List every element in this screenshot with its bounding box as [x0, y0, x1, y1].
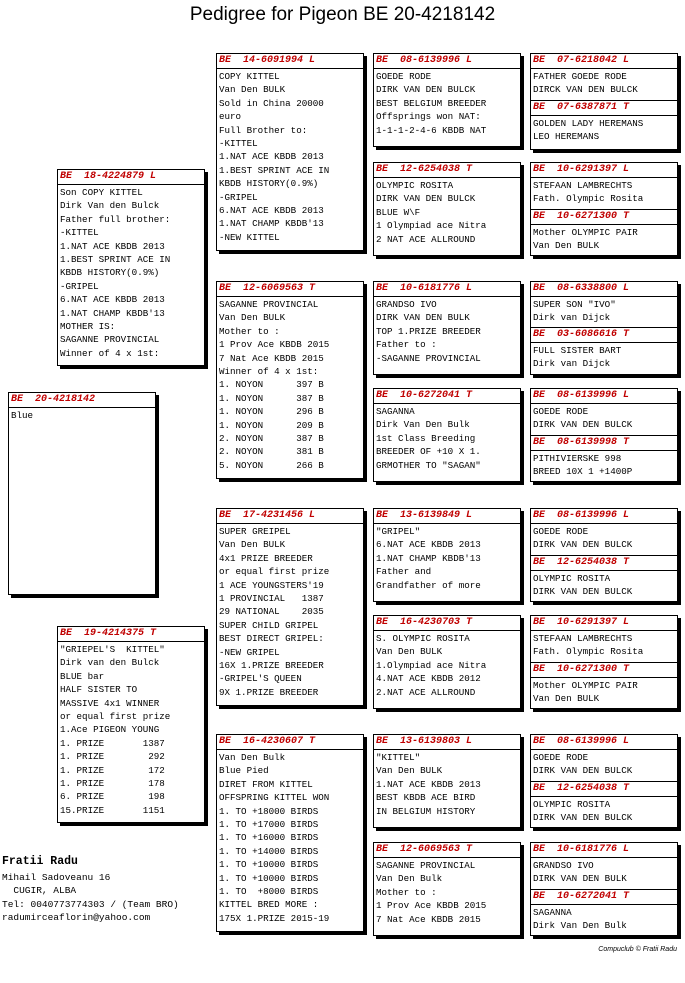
- note-line: or equal first prize: [60, 711, 171, 723]
- note-line: FULL SISTER BART: [533, 345, 622, 356]
- note-line: 1. TO +17000 BIRDS: [219, 819, 319, 831]
- pigeon-card-gen4-1: [531, 54, 677, 97]
- note-line: Sold in China 20000: [219, 97, 324, 109]
- note-line: Van Den BULK: [533, 240, 600, 252]
- note-line: 1 Olympiad ace Nitra: [376, 220, 487, 232]
- pigeon-notes: [374, 297, 520, 365]
- note-line: 1 Prov Ace KBDB 2015: [219, 339, 330, 351]
- pigeon-card-gen2-4: [216, 734, 364, 932]
- ring-number: BE 10-6271300 T: [531, 663, 677, 678]
- ring-number: BE 18-4224879 L: [58, 170, 204, 185]
- ring-number: BE 08-6139996 L: [374, 54, 520, 69]
- ring-number: BE 08-6139998 T: [531, 436, 677, 451]
- ring-number: BE 10-6181776 L: [531, 843, 677, 858]
- pigeon-notes: [531, 571, 677, 599]
- pigeon-pair-gen4-4: [530, 388, 678, 482]
- ring-number: BE 10-6291397 L: [531, 616, 677, 631]
- pigeon-card-gen3-8: [373, 842, 521, 936]
- pigeon-notes: [58, 642, 204, 817]
- pigeon-notes: [374, 404, 520, 472]
- note-line: DIRK VAN DEN BULCK: [533, 419, 633, 431]
- note-line: Dirk Van Den Bulk: [533, 920, 627, 932]
- note-line: 1-1-1-2-4-6 KBDB NAT: [376, 124, 487, 136]
- breeder-address: Mihail Sadoveanu 16: [2, 871, 111, 883]
- note-line: Van Den Bulk: [219, 752, 286, 763]
- pigeon-card-gen4-6: [531, 328, 677, 371]
- pigeon-card-gen3-6: [373, 615, 521, 709]
- note-line: 6.NAT ACE KBDB 2013: [60, 294, 165, 306]
- note-line: -KITTEL: [219, 138, 258, 150]
- note-line: euro: [219, 111, 242, 123]
- pigeon-notes: [374, 750, 520, 818]
- pigeon-notes: [9, 408, 155, 422]
- note-line: Van Den BULK: [219, 84, 286, 96]
- note-line: -GRIPEL'S QUEEN: [219, 673, 302, 685]
- pigeon-card-gen3-2: [373, 162, 521, 256]
- note-line: 1. TO +14000 BIRDS: [219, 845, 319, 857]
- ring-number: BE 16-4230703 T: [374, 616, 520, 631]
- pigeon-notes: [531, 69, 677, 97]
- note-line: 1.NAT CHAMP KBDB'13: [376, 552, 481, 564]
- pigeon-card-gen4-7: [531, 389, 677, 432]
- pigeon-notes: [374, 69, 520, 137]
- pigeon-pair-gen4-3: [530, 281, 678, 375]
- note-line: GOEDE RODE: [533, 406, 589, 417]
- pigeon-card-gen4-9: [531, 509, 677, 552]
- note-line: Father to :: [376, 339, 437, 351]
- ring-number: BE 08-6139996 L: [531, 735, 677, 750]
- note-line: 1. TO +16000 BIRDS: [219, 832, 319, 844]
- note-line: Van Den BULK: [376, 765, 443, 777]
- note-line: 6.NAT ACE KBDB 2013: [219, 205, 324, 217]
- breeder-info: [2, 855, 179, 925]
- note-line: DIRK VAN DEN BULCK: [533, 539, 633, 551]
- note-line: DIRK VAN DEN BULCK: [533, 586, 633, 598]
- note-line: OLYMPIC ROSITA: [533, 573, 611, 584]
- note-line: "GRIPEL": [376, 526, 421, 537]
- note-line: 1 ACE YOUNGSTERS'19: [219, 579, 324, 591]
- pigeon-notes: [531, 858, 677, 886]
- pigeon-card-sire: [57, 169, 205, 366]
- pigeon-notes: [531, 631, 677, 659]
- note-line: "GRIEPEL'S KITTEL": [60, 644, 165, 655]
- pigeon-notes: [58, 185, 204, 360]
- pigeon-pair-gen4-8: [530, 842, 678, 936]
- note-line: DIRCK VAN DEN BULCK: [533, 84, 638, 96]
- note-line: Dirk Van Den Bulk: [376, 419, 470, 431]
- note-line: BEST KBDB ACE BIRD: [376, 792, 476, 804]
- ring-number: BE 12-6254038 T: [531, 782, 677, 797]
- pigeon-notes: [217, 750, 363, 925]
- ring-number: BE 10-6181776 L: [374, 282, 520, 297]
- ring-number: BE 19-4214375 T: [58, 627, 204, 642]
- note-line: BREEDER OF +10 X 1.: [376, 446, 481, 458]
- ring-number: BE 13-6139803 L: [374, 735, 520, 750]
- breeder-email: radumirceaflorin@yahoo.com: [2, 912, 151, 923]
- pigeon-notes: [217, 69, 363, 244]
- note-line: 1st Class Breeding: [376, 432, 476, 444]
- note-line: 1.NAT CHAMP KBDB'13: [219, 218, 324, 230]
- note-line: or equal first prize: [219, 566, 330, 578]
- page-title: Pedigree for Pigeon BE 20-4218142: [189, 4, 496, 25]
- note-line: Van Den BULK: [219, 539, 286, 551]
- note-line: -NEW KITTEL: [219, 231, 280, 243]
- note-line: 1. NOYON 397 B: [219, 379, 324, 391]
- note-line: 1. NOYON 387 B: [219, 392, 324, 404]
- ring-number: BE 07-6387871 T: [531, 101, 677, 116]
- note-line: Full Brother to:: [219, 124, 308, 136]
- note-line: BLUE W\F: [376, 206, 421, 218]
- note-line: 15.PRIZE 1151: [60, 804, 165, 816]
- pigeon-notes: [531, 451, 677, 479]
- note-line: -GRIPEL: [219, 191, 258, 203]
- note-line: 2. NOYON 381 B: [219, 446, 324, 458]
- pigeon-card-gen2-1: [216, 53, 364, 251]
- note-line: STEFAAN LAMBRECHTS: [533, 633, 633, 644]
- note-line: DIRK VAN DEN BULK: [533, 873, 627, 885]
- software-credit: Compuclub © Fratii Radu: [598, 946, 677, 953]
- pigeon-pair-gen4-1: [530, 53, 678, 150]
- note-line: KBDB HISTORY(0.9%): [219, 178, 319, 190]
- note-line: Fath. Olympic Rosita: [533, 193, 644, 205]
- note-line: Son COPY KITTEL: [60, 187, 143, 198]
- note-line: GRANDSO IVO: [376, 299, 437, 310]
- note-line: -KITTEL: [60, 227, 99, 239]
- pigeon-notes: [531, 343, 677, 371]
- note-line: Offsprings won NAT:: [376, 111, 481, 123]
- pigeon-card-gen3-5: [373, 508, 521, 602]
- note-line: 2.NAT ACE ALLROUND: [376, 686, 476, 698]
- pigeon-card-gen4-4: [531, 210, 677, 253]
- note-line: Van Den Bulk: [376, 873, 443, 885]
- note-line: -GRIPEL: [60, 280, 99, 292]
- note-line: GOEDE RODE: [533, 526, 589, 537]
- note-line: Father and: [376, 566, 432, 578]
- note-line: 1.Ace PIGEON YOUNG: [60, 724, 160, 736]
- pigeon-pair-gen4-6: [530, 615, 678, 709]
- pigeon-notes: [374, 178, 520, 246]
- note-line: STEFAAN LAMBRECHTS: [533, 180, 633, 191]
- pigeon-notes: [217, 524, 363, 699]
- note-line: Blue: [11, 410, 34, 421]
- pigeon-notes: [374, 631, 520, 699]
- ring-number: BE 16-4230607 T: [217, 735, 363, 750]
- note-line: Mother to :: [376, 886, 437, 898]
- note-line: 1. PRIZE 172: [60, 764, 165, 776]
- note-line: 1. NOYON 296 B: [219, 406, 324, 418]
- note-line: Mother to :: [219, 325, 280, 337]
- note-line: 1. PRIZE 292: [60, 751, 165, 763]
- note-line: 4x1 PRIZE BREEDER: [219, 552, 313, 564]
- pigeon-card-gen4-8: [531, 436, 677, 479]
- pigeon-notes: [531, 678, 677, 706]
- note-line: 1.NAT ACE KBDB 2013: [219, 151, 324, 163]
- note-line: FATHER GOEDE RODE: [533, 71, 627, 82]
- note-line: 1 Prov Ace KBDB 2015: [376, 900, 487, 912]
- note-line: DIRK VAN DEN BULK: [376, 312, 470, 324]
- pigeon-notes: [374, 524, 520, 592]
- note-line: SAGANNE PROVINCIAL: [219, 299, 319, 310]
- pigeon-card-gen3-4: [373, 388, 521, 482]
- pigeon-notes: [531, 225, 677, 253]
- ring-number: BE 12-6254038 T: [531, 556, 677, 571]
- note-line: 1 PROVINCIAL 1387: [219, 593, 324, 605]
- ring-number: BE 10-6291397 L: [531, 163, 677, 178]
- pigeon-card-gen4-12: [531, 663, 677, 706]
- pigeon-pair-gen4-7: [530, 734, 678, 828]
- pigeon-notes: [531, 178, 677, 206]
- note-line: SUPER CHILD GRIPEL: [219, 619, 319, 631]
- ring-number: BE 17-4231456 L: [217, 509, 363, 524]
- ring-number: BE 03-6086616 T: [531, 328, 677, 343]
- breeder-name: Fratii Radu: [2, 855, 78, 868]
- note-line: GOEDE RODE: [376, 71, 432, 82]
- note-line: 7 Nat Ace KBDB 2015: [219, 352, 324, 364]
- pigeon-card-gen4-13: [531, 735, 677, 778]
- pigeon-notes: [217, 297, 363, 472]
- note-line: "KITTEL": [376, 752, 421, 763]
- note-line: 2. NOYON 387 B: [219, 433, 324, 445]
- note-line: 9X 1.PRIZE BREEDER: [219, 686, 319, 698]
- note-line: BEST DIRECT GRIPEL:: [219, 633, 324, 645]
- pigeon-card-gen3-1: [373, 53, 521, 147]
- note-line: BEST BELGIUM BREEDER: [376, 97, 487, 109]
- pigeon-card-gen3-7: [373, 734, 521, 828]
- note-line: GOLDEN LADY HEREMANS: [533, 118, 644, 129]
- note-line: DIRK VAN DEN BULCK: [376, 193, 476, 205]
- note-line: 1.BEST SPRINT ACE IN: [60, 254, 171, 266]
- note-line: Winner of 4 x 1st:: [60, 347, 160, 359]
- note-line: Mother OLYMPIC PAIR: [533, 680, 638, 691]
- note-line: GRANDSO IVO: [533, 860, 594, 871]
- note-line: 1. PRIZE 1387: [60, 737, 165, 749]
- ring-number: BE 12-6069563 T: [217, 282, 363, 297]
- note-line: OLYMPIC ROSITA: [376, 180, 454, 191]
- note-line: 2 NAT ACE ALLROUND: [376, 233, 476, 245]
- note-line: DIRK VAN DEN BULCK: [376, 84, 476, 96]
- note-line: SAGANNE PROVINCIAL: [60, 334, 160, 346]
- note-line: Winner of 4 x 1st:: [219, 366, 319, 378]
- ring-number: BE 20-4218142: [9, 393, 155, 408]
- pigeon-card-gen4-15: [531, 843, 677, 886]
- note-line: IN BELGIUM HISTORY: [376, 805, 476, 817]
- note-line: 1.NAT CHAMP KBDB'13: [60, 307, 165, 319]
- ring-number: BE 14-6091994 L: [217, 54, 363, 69]
- ring-number: BE 08-6139996 L: [531, 509, 677, 524]
- pigeon-card-gen4-5: [531, 282, 677, 325]
- note-line: Mother OLYMPIC PAIR: [533, 227, 638, 238]
- pigeon-card-gen4-11: [531, 616, 677, 659]
- note-line: 1.Olympiad ace Nitra: [376, 659, 487, 671]
- note-line: SUPER GREIPEL: [219, 526, 291, 537]
- note-line: 175X 1.PRIZE 2015-19: [219, 912, 330, 924]
- note-line: SAGANNE PROVINCIAL: [376, 860, 476, 871]
- note-line: TOP 1.PRIZE BREEDER: [376, 325, 481, 337]
- note-line: MOTHER IS:: [60, 321, 116, 333]
- note-line: Van Den BULK: [376, 646, 443, 658]
- note-line: Van Den BULK: [533, 693, 600, 705]
- note-line: 1. TO +18000 BIRDS: [219, 805, 319, 817]
- pigeon-card-gen3-3: [373, 281, 521, 375]
- note-line: SAGANNA: [376, 406, 415, 417]
- note-line: OLYMPIC ROSITA: [533, 799, 611, 810]
- note-line: Father full brother:: [60, 213, 171, 225]
- ring-number: BE 13-6139849 L: [374, 509, 520, 524]
- note-line: -SAGANNE PROVINCIAL: [376, 352, 481, 364]
- note-line: PITHIVIERSKE 998: [533, 453, 622, 464]
- note-line: Blue Pied: [219, 765, 269, 777]
- breeder-city: CUGIR, ALBA: [2, 885, 77, 896]
- note-line: 1. PRIZE 178: [60, 778, 165, 790]
- note-line: 1. TO +10000 BIRDS: [219, 859, 319, 871]
- note-line: 5. NOYON 266 B: [219, 459, 324, 471]
- pigeon-card-gen4-2: [531, 101, 677, 144]
- ring-number: BE 10-6272041 T: [531, 890, 677, 905]
- note-line: DIRK VAN DEN BULCK: [533, 812, 633, 824]
- pigeon-notes: [531, 297, 677, 325]
- note-line: 16X 1.PRIZE BREEDER: [219, 660, 324, 672]
- note-line: BREED 10X 1 +1400P: [533, 466, 633, 478]
- pigeon-card-gen4-14: [531, 782, 677, 825]
- note-line: -NEW GRIPEL: [219, 646, 280, 658]
- pigeon-notes: [531, 524, 677, 552]
- note-line: Dirk van Dijck: [533, 358, 611, 370]
- pigeon-notes: [531, 404, 677, 432]
- note-line: DIRK VAN DEN BULCK: [533, 765, 633, 777]
- note-line: Dirk van Dijck: [533, 312, 611, 324]
- note-line: BLUE bar: [60, 670, 105, 682]
- pigeon-pair-gen4-2: [530, 162, 678, 256]
- note-line: Van Den BULK: [219, 312, 286, 324]
- note-line: OFFSPRING KITTEL WON: [219, 792, 330, 804]
- note-line: 4.NAT ACE KBDB 2012: [376, 673, 481, 685]
- note-line: LEO HEREMANS: [533, 131, 600, 143]
- pigeon-card-dam: [57, 626, 205, 823]
- pigeon-notes: [531, 797, 677, 825]
- note-line: 6.NAT ACE KBDB 2013: [376, 539, 481, 551]
- pigeon-notes: [374, 858, 520, 926]
- note-line: KITTEL BRED MORE :: [219, 899, 319, 911]
- note-line: 1.BEST SPRINT ACE IN: [219, 164, 330, 176]
- note-line: COPY KITTEL: [219, 71, 280, 82]
- note-line: SUPER SON "IVO": [533, 299, 616, 310]
- pigeon-notes: [531, 116, 677, 144]
- note-line: 1.NAT ACE KBDB 2013: [376, 778, 481, 790]
- ring-number: BE 08-6139996 L: [531, 389, 677, 404]
- ring-number: BE 10-6271300 T: [531, 210, 677, 225]
- note-line: Dirk Van den Bulck: [60, 200, 160, 212]
- note-line: GOEDE RODE: [533, 752, 589, 763]
- pigeon-notes: [531, 750, 677, 778]
- note-line: 7 Nat Ace KBDB 2015: [376, 913, 481, 925]
- note-line: DIRET FROM KITTEL: [219, 778, 313, 790]
- note-line: SAGANNA: [533, 907, 572, 918]
- note-line: Grandfather of more: [376, 579, 481, 591]
- note-line: S. OLYMPIC ROSITA: [376, 633, 470, 644]
- note-line: 1. TO +8000 BIRDS: [219, 886, 319, 898]
- note-line: Fath. Olympic Rosita: [533, 646, 644, 658]
- note-line: HALF SISTER TO: [60, 684, 138, 696]
- ring-number: BE 07-6218042 L: [531, 54, 677, 69]
- pigeon-card-gen4-16: [531, 890, 677, 933]
- pigeon-card-gen2-2: [216, 281, 364, 479]
- note-line: KBDB HISTORY(0.9%): [60, 267, 160, 279]
- ring-number: BE 12-6254038 T: [374, 163, 520, 178]
- note-line: MASSIVE 4x1 WINNER: [60, 697, 160, 709]
- pigeon-card-gen4-10: [531, 556, 677, 599]
- ring-number: BE 08-6338800 L: [531, 282, 677, 297]
- note-line: GRMOTHER TO "SAGAN": [376, 459, 481, 471]
- note-line: 29 NATIONAL 2035: [219, 606, 324, 618]
- pigeon-card-gen2-3: [216, 508, 364, 706]
- note-line: 1. NOYON 209 B: [219, 419, 324, 431]
- ring-number: BE 12-6069563 T: [374, 843, 520, 858]
- note-line: 6. PRIZE 198: [60, 791, 165, 803]
- pigeon-card-subject: [8, 392, 156, 595]
- ring-number: BE 10-6272041 T: [374, 389, 520, 404]
- pigeon-pair-gen4-5: [530, 508, 678, 602]
- pigeon-notes: [531, 905, 677, 933]
- note-line: 1.NAT ACE KBDB 2013: [60, 240, 165, 252]
- breeder-phone: Tel: 0040773774303 / (Team BRO): [2, 898, 179, 910]
- note-line: 1. TO +10000 BIRDS: [219, 872, 319, 884]
- pigeon-card-gen4-3: [531, 163, 677, 206]
- note-line: Dirk van den Bulck: [60, 657, 160, 669]
